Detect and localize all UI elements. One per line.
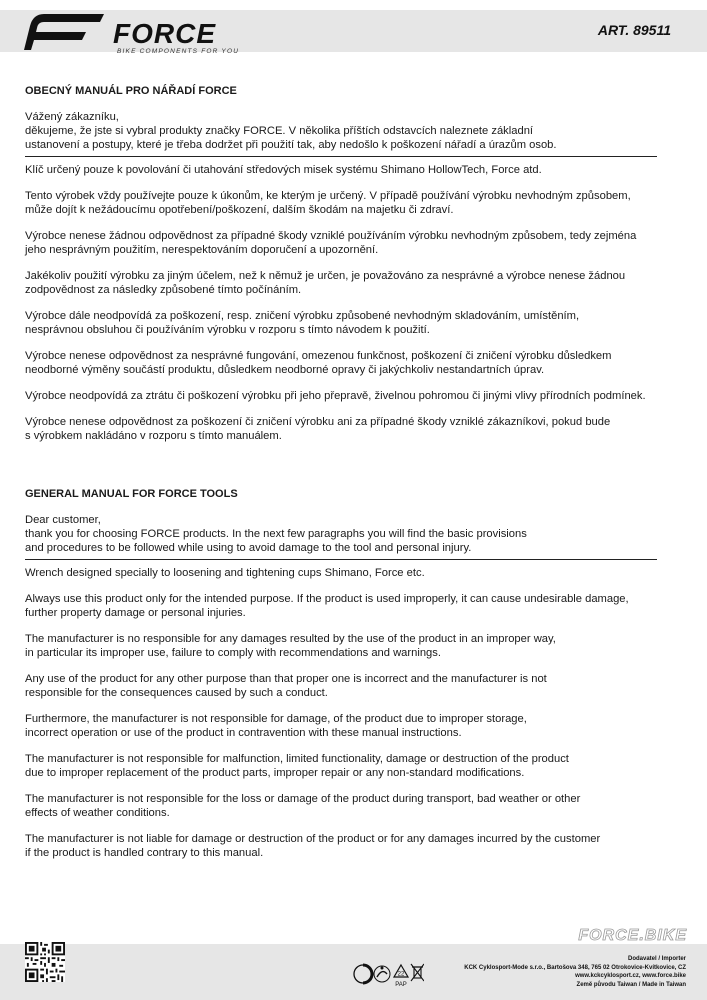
waste-bin-icon [411, 964, 424, 981]
english-divider [25, 559, 657, 560]
czech-divider [25, 156, 657, 157]
czech-paragraph: Výrobce nenese žádnou odpovědnost za případné škody vzniklé používáním výrobku nevhodným způsobem, tedy zejména jeho nesprávným použitím, nerespektováním doporučení a upozornění. [25, 230, 637, 256]
czech-paragraph: Výrobce nenese odpovědnost za poškození či zničení výrobku ani za případné škody vzniklé zákazníkovi, pokud bude s výrobkem nakládáno v rozporu s tímto manuálem. [25, 416, 611, 442]
recycle-code: 22 [397, 971, 405, 978]
supplier-line: www.kckcyklosport.cz, www.force.bike [575, 973, 686, 979]
czech-paragraph: Klíč určený pouze k povolování či utahování středových misek systému Shimano HollowTech, Force atd. [25, 164, 542, 176]
czech-paragraph: Výrobce neodpovídá za ztrátu či poškození výrobku při jeho přepravě, živelnou pohromou či jinými vlivy přírodních podmínek. [25, 390, 646, 402]
czech-paragraph: Výrobce dále neodpovídá za poškození, resp. zničení výrobku způsobené nevhodným skladováním, umístěním, nesprávnou obsluhou či používáním výrobku v rozporu s tímto návodem k použití. [25, 310, 580, 336]
qr-code-icon [25, 942, 65, 982]
czech-paragraph: Jakékoliv použití výrobku za jiným účelem, než k němuž je určen, je považováno za nesprávné a výrobce nenese žádnou zodpovědnost za následky způsobené tímto počínáním. [25, 270, 626, 296]
article-number: ART. 89511 [597, 22, 671, 38]
english-paragraph: The manufacturer is not responsible for the loss or damage of the product during transport, bad weather or other effects of weather conditions. [25, 793, 581, 819]
force-bike-logo: FORCE.BIKE [578, 927, 687, 944]
recycle-label: PAP [395, 982, 407, 988]
english-title: GENERAL MANUAL FOR FORCE TOOLS [25, 488, 238, 500]
hand-recycle-icon [374, 966, 390, 982]
section-gap [25, 455, 657, 487]
english-paragraph: Furthermore, the manufacturer is not responsible for damage, of the product due to improper storage, incorrect operation or use of the product in contravention with these manual instructions. [25, 713, 527, 739]
green-dot-icon [354, 965, 372, 983]
supplier-info [464, 955, 686, 989]
force-logo-icon [24, 10, 110, 54]
recycle-triangle-icon [394, 965, 408, 988]
english-paragraph: The manufacturer is not liable for damage or destruction of the product or for any damages incurred by the customer if the product is handled contrary to this manual. [25, 833, 601, 859]
brand-tagline: BIKE COMPONENTS FOR YOU [117, 48, 240, 55]
page-header [0, 0, 707, 62]
manual-content [25, 84, 657, 872]
english-paragraph: Any use of the product for any other purpose than that proper one is incorrect and the manufacturer is not responsible for the consequences caused by such a conduct. [25, 673, 547, 699]
supplier-line: Země původu Taiwan / Made in Taiwan [576, 981, 686, 988]
recycling-icons [352, 962, 424, 994]
supplier-line: KCK Cyklosport-Mode s.r.o., Bartošova 348, 765 02 Otrokovice-Kvítkovice, CZ [464, 964, 686, 971]
czech-intro: Vážený zákazníku, děkujeme, že jste si vybral produkty značky FORCE. V několika příštích odstavcích naleznete základní ustanovení a postupy, které je třeba dodržet při použití tak, aby nedošlo k poškození nářadí a úrazům osob. [25, 111, 557, 151]
recycle-marks [352, 962, 424, 999]
czech-paragraph: Výrobce nenese odpovědnost za nesprávné fungování, omezenou funkčnost, poškození či zničení výrobku důsledkem neodborné výměny součástí produktu, důsledkem neodborné opravy či jakýchkoliv nestandartních úprav. [25, 350, 612, 376]
czech-title: OBECNÝ MANUÁL PRO NÁŘADÍ FORCE [25, 85, 237, 97]
czech-paragraph: Tento výrobek vždy používejte pouze k úkonům, ke kterým je určený. V případě používání výrobku nevhodným způsobem, může dojít k nežádoucímu opotřebení/poškození, dalším škodám na majetku či zdraví. [25, 190, 631, 216]
english-paragraph: The manufacturer is no responsible for any damages resulted by the use of the product in an improper way, in particular its improper use, failure to comply with recommendations and warnings. [25, 633, 556, 659]
english-paragraph: Always use this product only for the intended purpose. If the product is used improperly, it can cause undesirable damage, further property damage or personal injuries. [25, 593, 629, 619]
english-intro: Dear customer, thank you for choosing FORCE products. In the next few paragraphs you will find the basic provisions and procedures to be followed while using to avoid damage to the tool and personal injury. [25, 514, 527, 554]
english-paragraph: The manufacturer is not responsible for malfunction, limited functionality, damage or destruction of the product due to improper replacement of the product parts, improper repair or any non-standard modifications. [25, 753, 569, 779]
supplier-line: Dodavatel / Importer [627, 956, 686, 962]
brand-name: FORCE [113, 18, 216, 49]
english-paragraph: Wrench designed specially to loosening and tightening cups Shimano, Force etc. [25, 567, 425, 579]
